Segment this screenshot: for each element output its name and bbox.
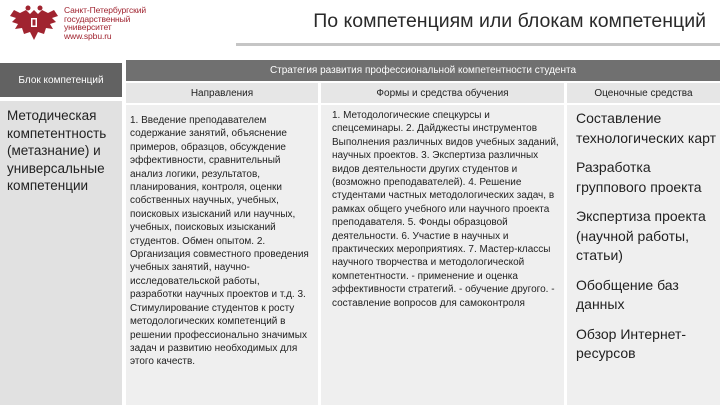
assessment-item: Разработка группового проекта xyxy=(576,159,702,195)
assessment-item: Экспертиза проекта (научной работы, статьи) xyxy=(576,208,706,263)
column-header-directions: Направления xyxy=(126,83,318,103)
page-title: По компетенциям или блокам компетенций xyxy=(313,10,706,32)
assessment-cell xyxy=(567,105,720,405)
competency-block-cell: Методическая компетентность (метазнание) и универсальные компетенции xyxy=(0,101,122,405)
assessment-item: Составление технологических карт xyxy=(576,110,717,146)
university-logo xyxy=(6,4,176,46)
column-header-forms: Формы и средства обучения xyxy=(321,83,564,103)
competency-block-header: Блок компетенций xyxy=(0,63,122,97)
strategy-header: Стратегия развития профессиональной компетентности студента xyxy=(126,60,720,81)
column-header-assessment: Оценочные средства xyxy=(567,83,720,103)
university-url: www.spbu.ru xyxy=(64,30,112,41)
eagle-emblem-icon xyxy=(6,4,62,46)
title-divider xyxy=(236,43,720,46)
assessment-item: Обобщение баз данных xyxy=(576,276,679,312)
university-name: Санкт-Петербургский государственный университет www.spbu.ru xyxy=(64,6,176,40)
forms-cell: 1. Методологические спецкурсы и спецсеминары. 2. Дайджесты инструментов Выполнения различных видов учебных заданий, научных проектов. 3. Экспертиза различных видов деятельности других студентов и (возможно преподавателей). 4. Решение студентами частных методологических задач, в рамках общего учебного или научного проекта преподавателя. 5. Фонды образцовой деятельности. 6. Участие в научных и практических мероприятиях. 7. Мастер-классы научного творчества и методологической компетентности. - применение и оценка эффективности стратегий. - обучение другого. - составление вопросов для самоконтроля xyxy=(321,105,564,405)
directions-cell: 1. Введение преподавателем содержание занятий, объяснение примеров, образцов, обсуждение эффективности, сравнительный анализ логики, результатов, планирования, контроля, оценки собственных научных, учебных, поисковых изысканий или научных, учебных, поисковых изысканий студентов. Обмен опытом. 2. Организация совместного проведения учебных занятий, научно-исследовательской работы, разработки научных проектов и т.д. 3. Стимулирование студентов к росту методологических компетенций в решении профессионально значимых задач и развитию необходимых для этого качеств. xyxy=(126,105,318,405)
assessment-item: Обзор Интернет-ресурсов xyxy=(576,325,687,361)
